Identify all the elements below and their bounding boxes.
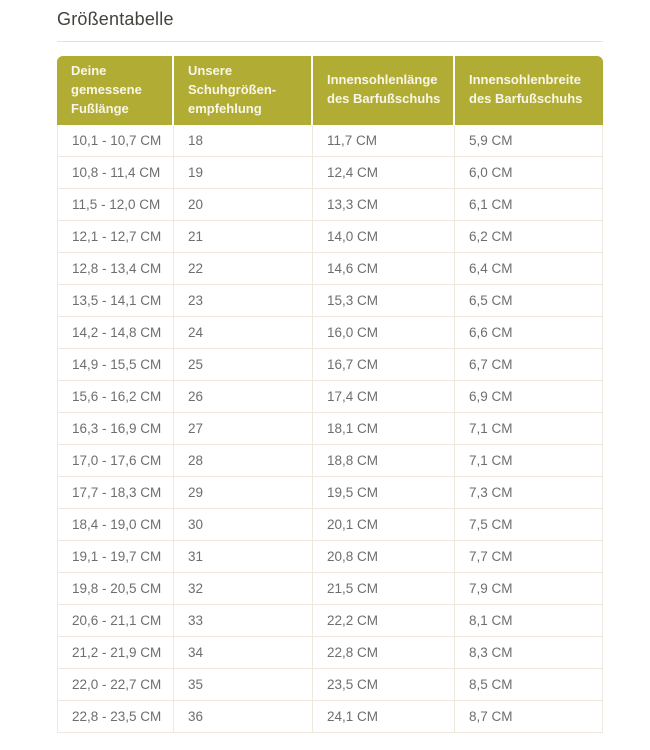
- table-cell: 6,2 CM: [455, 221, 603, 253]
- table-cell: 7,9 CM: [455, 573, 603, 605]
- table-row: [57, 189, 603, 221]
- table-cell: 7,3 CM: [455, 477, 603, 509]
- header-foot-length: Deine gemessene Fußlänge: [57, 56, 174, 125]
- table-cell: 22,8 CM: [313, 637, 455, 669]
- table-cell: 22,8 - 23,5 CM: [57, 701, 174, 733]
- title-divider: [57, 41, 603, 42]
- table-cell: 36: [174, 701, 313, 733]
- table-row: [57, 605, 603, 637]
- size-table: [57, 56, 603, 733]
- table-cell: 6,9 CM: [455, 381, 603, 413]
- table-cell: 8,3 CM: [455, 637, 603, 669]
- header-size-recommendation: Unsere Schuhgrößen-empfehlung: [174, 56, 313, 125]
- table-row: [57, 253, 603, 285]
- size-table-header: [57, 56, 603, 125]
- table-row: [57, 413, 603, 445]
- table-row: [57, 637, 603, 669]
- table-cell: 11,7 CM: [313, 125, 455, 157]
- table-cell: 10,1 - 10,7 CM: [57, 125, 174, 157]
- table-cell: 14,6 CM: [313, 253, 455, 285]
- table-cell: 15,3 CM: [313, 285, 455, 317]
- table-cell: 29: [174, 477, 313, 509]
- table-cell: 20,8 CM: [313, 541, 455, 573]
- table-cell: 5,9 CM: [455, 125, 603, 157]
- table-cell: 7,1 CM: [455, 445, 603, 477]
- table-cell: 7,5 CM: [455, 509, 603, 541]
- table-row: [57, 573, 603, 605]
- table-cell: 18,4 - 19,0 CM: [57, 509, 174, 541]
- table-cell: 17,0 - 17,6 CM: [57, 445, 174, 477]
- table-row: [57, 509, 603, 541]
- table-cell: 20,1 CM: [313, 509, 455, 541]
- table-row: [57, 285, 603, 317]
- table-cell: 7,7 CM: [455, 541, 603, 573]
- table-cell: 22: [174, 253, 313, 285]
- table-cell: 22,2 CM: [313, 605, 455, 637]
- table-cell: 14,9 - 15,5 CM: [57, 349, 174, 381]
- table-cell: 26: [174, 381, 313, 413]
- table-cell: 12,1 - 12,7 CM: [57, 221, 174, 253]
- table-row: [57, 157, 603, 189]
- table-cell: 21,2 - 21,9 CM: [57, 637, 174, 669]
- table-cell: 23: [174, 285, 313, 317]
- table-cell: 14,2 - 14,8 CM: [57, 317, 174, 349]
- table-cell: 27: [174, 413, 313, 445]
- table-cell: 6,1 CM: [455, 189, 603, 221]
- table-cell: 30: [174, 509, 313, 541]
- table-cell: 7,1 CM: [455, 413, 603, 445]
- table-cell: 19: [174, 157, 313, 189]
- table-row: [57, 125, 603, 157]
- table-cell: 19,5 CM: [313, 477, 455, 509]
- table-cell: 17,7 - 18,3 CM: [57, 477, 174, 509]
- table-cell: 19,8 - 20,5 CM: [57, 573, 174, 605]
- table-cell: 12,4 CM: [313, 157, 455, 189]
- table-cell: 24,1 CM: [313, 701, 455, 733]
- table-cell: 6,6 CM: [455, 317, 603, 349]
- table-cell: 16,7 CM: [313, 349, 455, 381]
- header-insole-width: Innensohlenbreite des Barfußschuhs: [455, 56, 603, 125]
- table-row: [57, 477, 603, 509]
- table-cell: 11,5 - 12,0 CM: [57, 189, 174, 221]
- table-cell: 6,5 CM: [455, 285, 603, 317]
- table-row: [57, 669, 603, 701]
- table-cell: 22,0 - 22,7 CM: [57, 669, 174, 701]
- table-cell: 8,5 CM: [455, 669, 603, 701]
- table-row: [57, 349, 603, 381]
- table-cell: 24: [174, 317, 313, 349]
- table-row: [57, 381, 603, 413]
- table-cell: 31: [174, 541, 313, 573]
- table-cell: 8,1 CM: [455, 605, 603, 637]
- table-cell: 28: [174, 445, 313, 477]
- header-row: [57, 56, 603, 125]
- table-cell: 6,7 CM: [455, 349, 603, 381]
- header-insole-length: Innensohlenlänge des Barfußschuhs: [313, 56, 455, 125]
- table-cell: 12,8 - 13,4 CM: [57, 253, 174, 285]
- table-cell: 6,4 CM: [455, 253, 603, 285]
- table-cell: 15,6 - 16,2 CM: [57, 381, 174, 413]
- table-row: [57, 221, 603, 253]
- table-cell: 16,0 CM: [313, 317, 455, 349]
- table-cell: 13,3 CM: [313, 189, 455, 221]
- table-row: [57, 701, 603, 733]
- table-row: [57, 445, 603, 477]
- table-cell: 18,1 CM: [313, 413, 455, 445]
- table-cell: 21: [174, 221, 313, 253]
- table-cell: 35: [174, 669, 313, 701]
- table-cell: 16,3 - 16,9 CM: [57, 413, 174, 445]
- table-cell: 20,6 - 21,1 CM: [57, 605, 174, 637]
- table-cell: 6,0 CM: [455, 157, 603, 189]
- table-cell: 19,1 - 19,7 CM: [57, 541, 174, 573]
- table-cell: 17,4 CM: [313, 381, 455, 413]
- table-cell: 10,8 - 11,4 CM: [57, 157, 174, 189]
- table-row: [57, 541, 603, 573]
- size-table-body: [57, 125, 603, 733]
- table-cell: 25: [174, 349, 313, 381]
- table-cell: 13,5 - 14,1 CM: [57, 285, 174, 317]
- table-cell: 33: [174, 605, 313, 637]
- table-cell: 21,5 CM: [313, 573, 455, 605]
- table-cell: 23,5 CM: [313, 669, 455, 701]
- table-cell: 32: [174, 573, 313, 605]
- table-cell: 34: [174, 637, 313, 669]
- table-cell: 20: [174, 189, 313, 221]
- table-cell: 8,7 CM: [455, 701, 603, 733]
- table-cell: 18,8 CM: [313, 445, 455, 477]
- table-row: [57, 317, 603, 349]
- page-title: Größentabelle: [57, 9, 174, 29]
- table-cell: 18: [174, 125, 313, 157]
- table-cell: 14,0 CM: [313, 221, 455, 253]
